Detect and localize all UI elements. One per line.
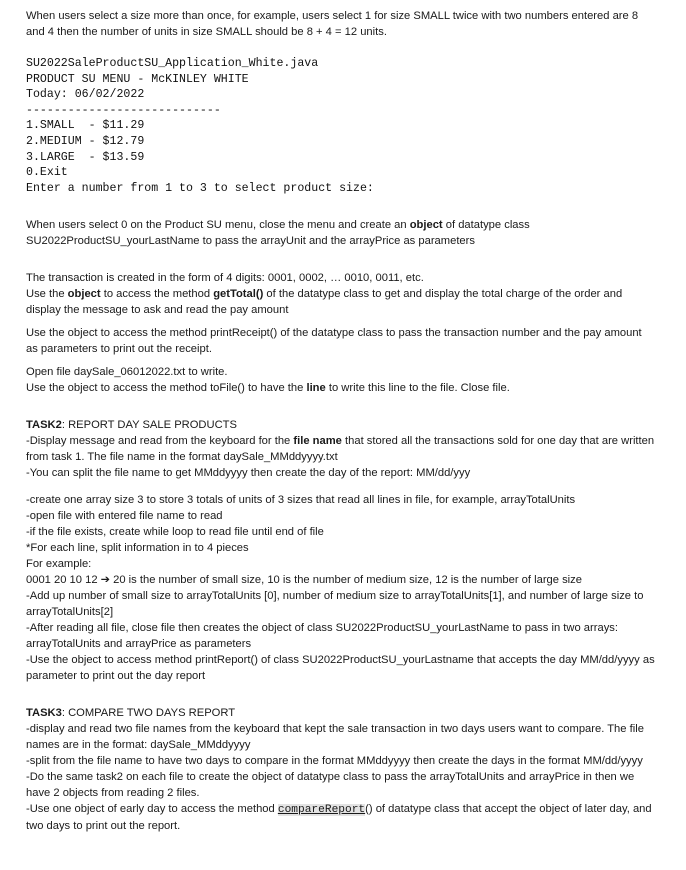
document-page bbox=[26, 8, 656, 834]
console-today: Today: 06/02/2022 bbox=[26, 88, 145, 102]
task3-section bbox=[26, 705, 656, 834]
console-divider: ---------------------------- bbox=[26, 103, 221, 117]
console-prompt: Enter a number from 1 to 3 to select product size: bbox=[26, 181, 374, 195]
transaction-format-line: The transaction is created in the form of 4 digits: 0001, 0002, … 0010, 0011, etc. bbox=[26, 272, 424, 285]
task2-example-label: For example: bbox=[26, 558, 92, 571]
console-output bbox=[26, 56, 656, 196]
task3-split-days: -split from the file name to have two days to compare in the format MMddyyyy then create the days in the format MM/dd/yyyy bbox=[26, 755, 643, 768]
console-menu-item-medium: 2.MEDIUM - $12.79 bbox=[26, 134, 145, 148]
task2-print-report: -Use the object to access method printReport() of class SU2022ProductSU_yourLastname that accepts the day MM/dd/yyyy as parameter to print out the day report bbox=[26, 654, 655, 683]
task3-heading: TASK3: COMPARE TWO DAYS REPORT bbox=[26, 707, 236, 720]
print-receipt-paragraph: Use the object to access the method printReceipt() of the datatype class to pass the transaction number and the pay amount as parameters to print out the receipt. bbox=[26, 327, 642, 356]
task2-split-filename: -You can split the file name to get MMddyyyy then create the day of the report: MM/dd/yyy bbox=[26, 467, 471, 480]
file-open-line: Open file daySale_06012022.txt to write. bbox=[26, 366, 228, 379]
task2-after-reading: -After reading all file, close file then creates the object of class SU2022ProductSU_yourLastName to pass in two arrays: arrayTotalUnits and arrayPrice as parameters bbox=[26, 622, 618, 651]
task2-create-array: -create one array size 3 to store 3 totals of units of 3 sizes that read all lines in file, for example, arrayTotalUnits bbox=[26, 494, 576, 507]
task2-section bbox=[26, 417, 656, 684]
task2-add-up: -Add up number of small size to arrayTotalUnits [0], number of medium size to arrayTotalUnits[1], and number of large size to arrayTotalUnits[2] bbox=[26, 590, 644, 619]
compare-report-code: compareReport bbox=[277, 804, 366, 817]
task3-read-two-files: -display and read two file names from the keyboard that kept the sale transaction in two days users want to compare. The file names are in the format: daySale_MMddyyyy bbox=[26, 723, 644, 752]
to-file-line: Use the object to access the method toFile() to have the line to write this line to the file. Close file. bbox=[26, 382, 510, 395]
console-menu-item-large: 3.LARGE - $13.59 bbox=[26, 150, 145, 164]
task3-same-task2: -Do the same task2 on each file to create the object of datatype class to pass the arrayTotalUnits and arrayPrice in then we have 2 objects from reading 2 files. bbox=[26, 771, 635, 800]
console-menu-item-exit: 0.Exit bbox=[26, 166, 68, 180]
task2-read-filename: -Display message and read from the keyboard for the file name that stored all the transactions sold for one day that are written from task 1. The file name in the format daySale_MMddyyyy.txt bbox=[26, 435, 655, 464]
task3-compare-report: -Use one object of early day to access the method compareReport() of datatype class that accept the object of later day, and two days to print out the report. bbox=[26, 803, 652, 833]
task2-heading: TASK2: REPORT DAY SALE PRODUCTS bbox=[26, 419, 237, 432]
task2-while-loop: -if the file exists, create while loop to read file until end of file bbox=[26, 526, 324, 539]
exit-paragraph: When users select 0 on the Product SU menu, close the menu and create an object of datatype class SU2022ProductSU_yourLastName to pass the arrayUnit and the arrayPrice as parameters bbox=[26, 219, 530, 248]
console-menu-title: PRODUCT SU MENU - McKINLEY WHITE bbox=[26, 72, 249, 86]
task2-example: 0001 20 10 12 ➔ 20 is the number of small size, 10 is the number of medium size, 12 is the number of large size bbox=[26, 574, 582, 587]
console-menu-item-small: 1.SMALL - $11.29 bbox=[26, 119, 145, 133]
task2-open-file: -open file with entered file name to read bbox=[26, 510, 223, 523]
intro-paragraph: When users select a size more than once, for example, users select 1 for size SMALL twice with two numbers entered are 8 and 4 then the number of units in size SMALL should be 8 + 4 = 12 units. bbox=[26, 10, 639, 38]
get-total-paragraph: Use the object to access the method getTotal() of the datatype class to get and display the total charge of the order and display the message to ask and read the pay amount bbox=[26, 288, 623, 317]
console-filename: SU2022SaleProductSU_Application_White.java bbox=[26, 57, 319, 70]
task2-split-line: *For each line, split information in to 4 pieces bbox=[26, 542, 249, 555]
